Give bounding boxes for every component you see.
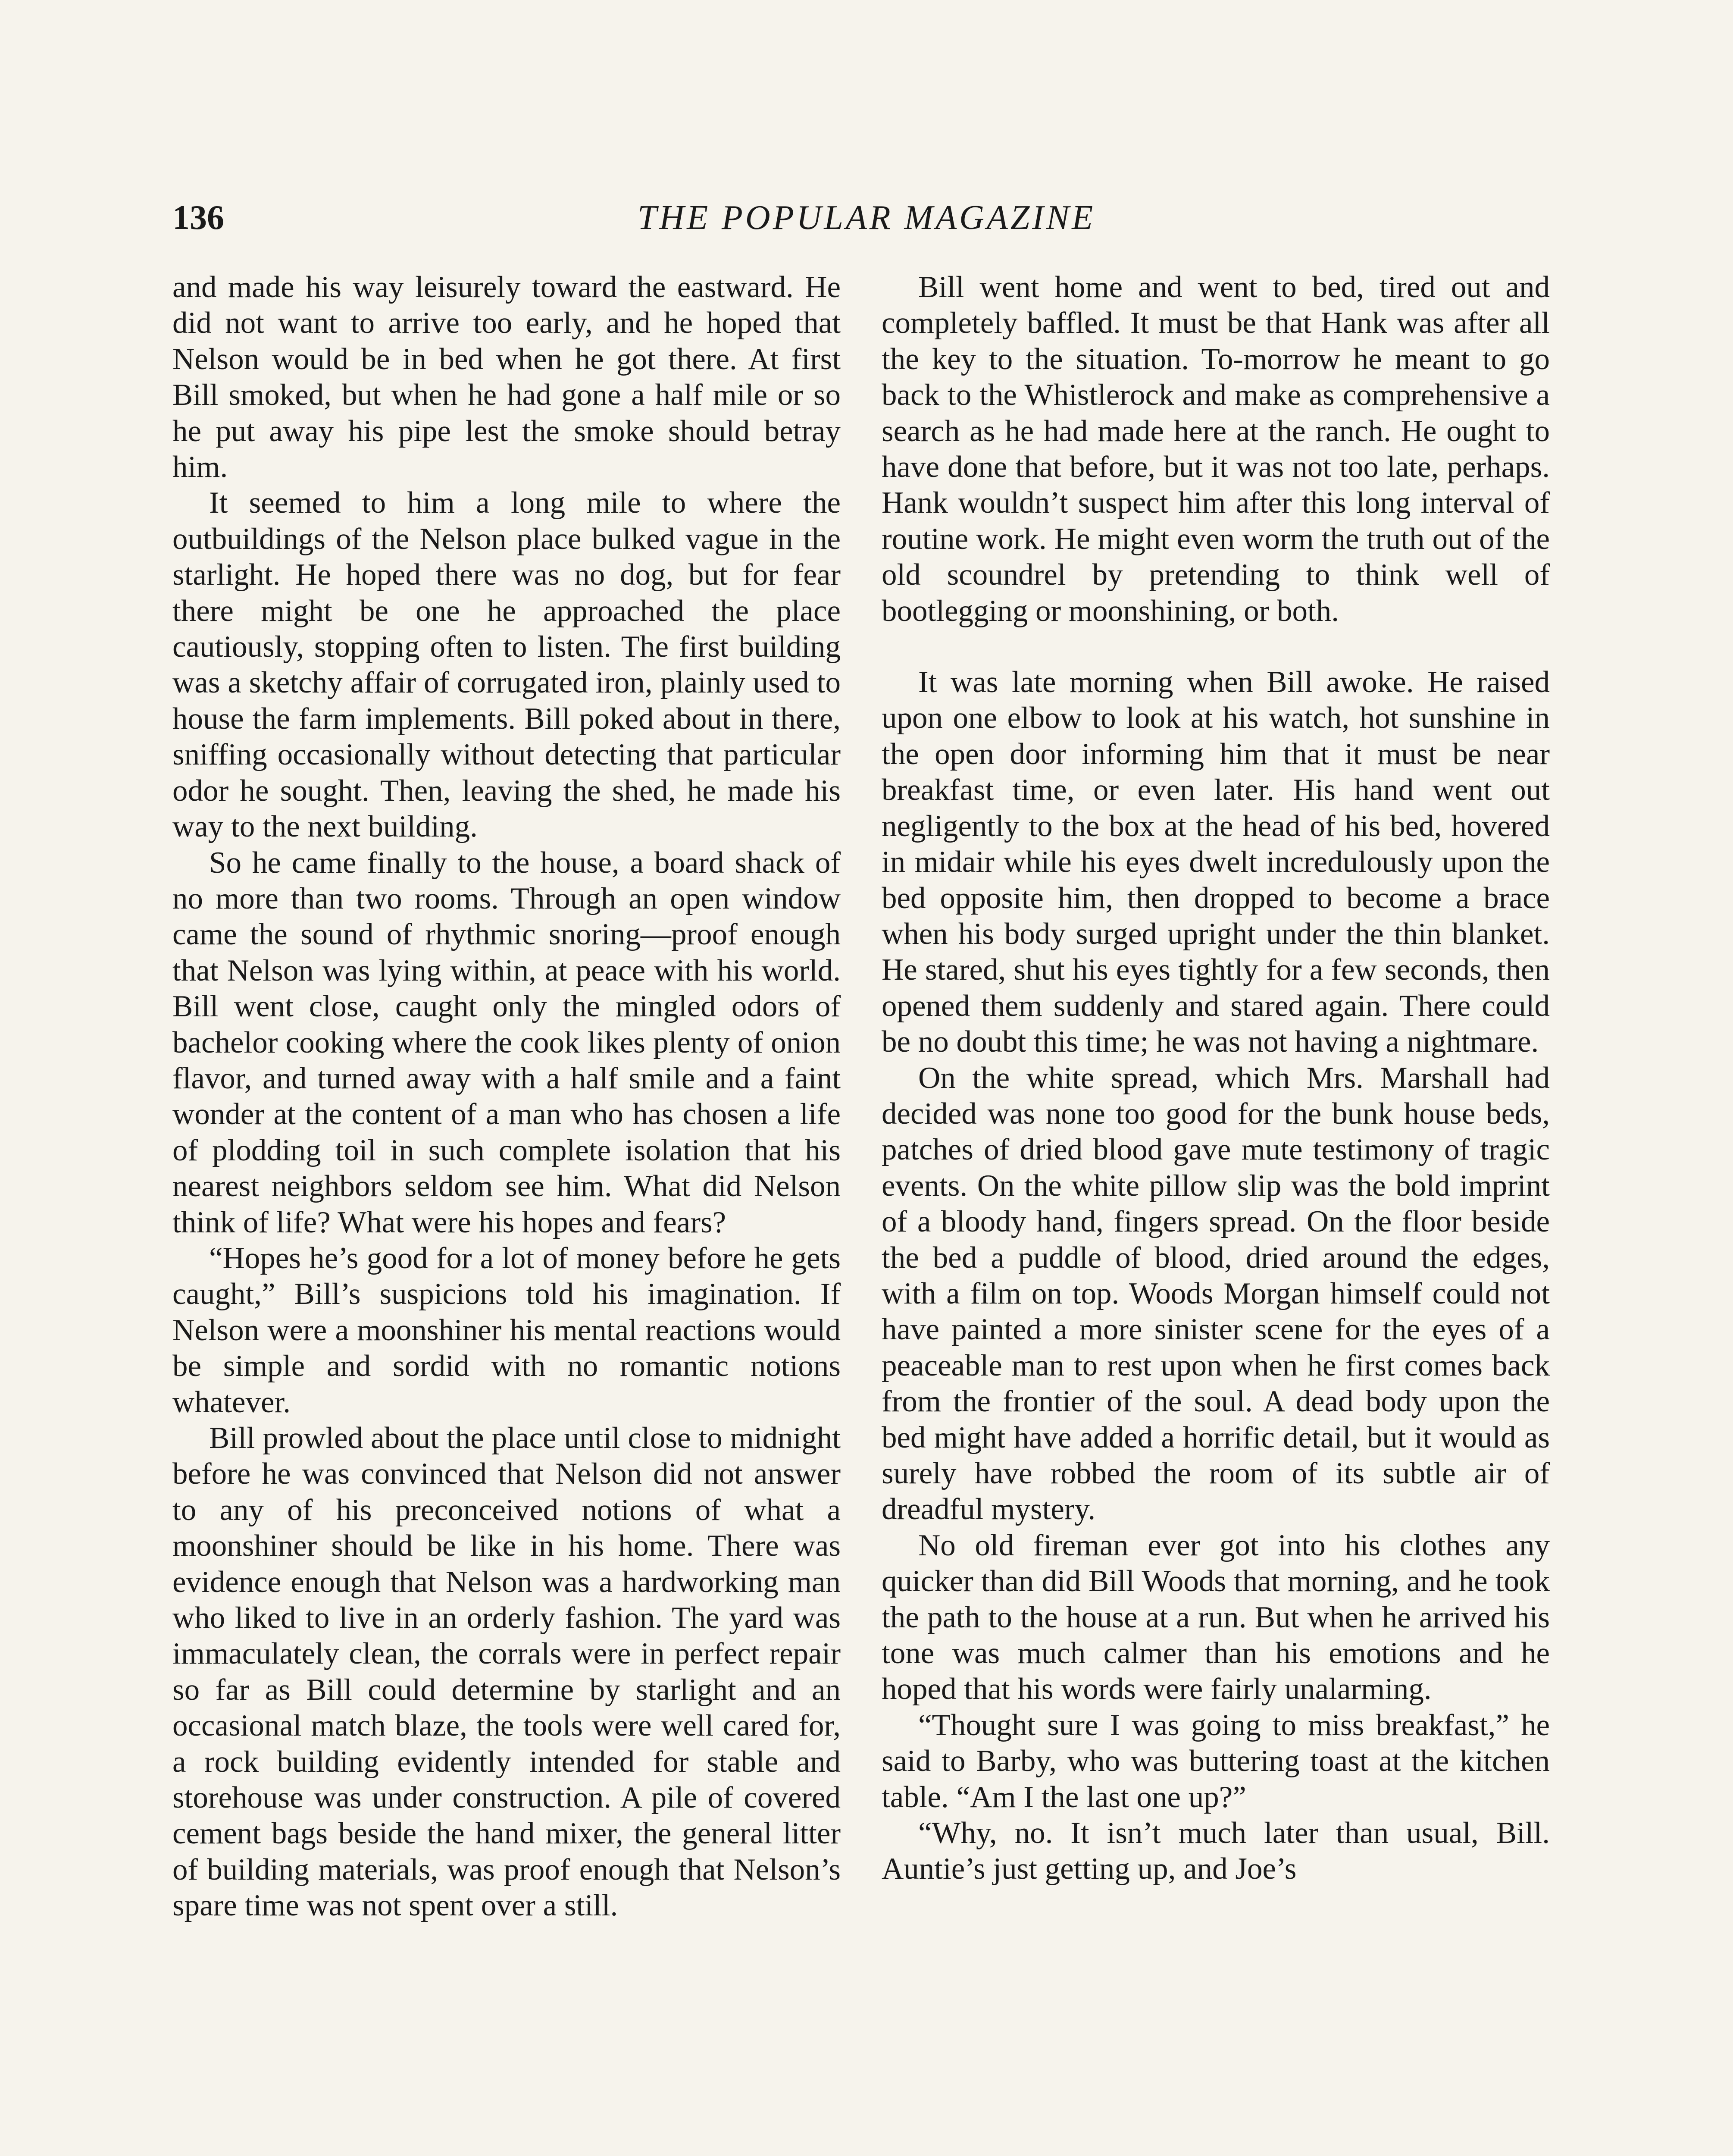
paragraph: Bill prowled about the place until close to midnight before he was convinced that Nelson did not answer to any of his preconceived notions of what a moonshiner should be like in his home. There was evidence enough that Nelson was a hardworking man who liked to live in an orderly fashion. The yard was immaculately clean, the corrals were in perfect repair so far as Bill could determine by starlight and an occasional match blaze, the tools were well cared for, a rock building evidently intended for stable and storehouse was under construction. A pile of covered cement bags beside the hand mixer, the general litter of building materials, was proof enough that Nelson’s spare time was not spent over a still. — [172, 1421, 841, 1923]
paragraph: So he came finally to the house, a board shack of no more than two rooms. Through an open window came the sound of rhythmic snoring—proof enough that Nelson was lying within, at peace with his world. Bill went close, caught only the mingled odors of bachelor cooking where the cook likes plenty of onion flavor, and turned away with a half smile and a faint wonder at the content of a man who has chosen a life of plodding toil in such complete isolation that his nearest neighbors seldom see him. What did Nelson think of life? What were his hopes and fears? — [172, 846, 841, 1239]
paragraph: It seemed to him a long mile to where the outbuildings of the Nelson place bulked vague in the starlight. He hoped there was no dog, but for fear there might be one he approached the place cautiously, stopping often to listen. The first building was a sketchy affair of corrugated iron, plainly used to house the farm implements. Bill poked about in there, sniffing occasionally without detecting that particular odor he sought. Then, leaving the shed, he made his way to the next building. — [172, 486, 841, 844]
paragraph: On the white spread, which Mrs. Marshall had decided was none too good for the bunk house beds, patches of dried blood gave mute testimony of tragic events. On the white pillow slip was the bold imprint of a bloody hand, fingers spread. On the floor beside the bed a puddle of blood, dried around the edges, with a film on top. Woods Morgan himself could not have painted a more sinister scene for the eyes of a peaceable man to rest upon when he first comes back from the frontier of the soul. A dead body upon the bed might have added a horrific detail, but it would as surely have robbed the room of its subtle air of dreadful mystery. — [882, 1061, 1550, 1526]
running-head-title: THE POPULAR MAGAZINE — [637, 199, 1096, 237]
paragraph: “Hopes he’s good for a lot of money before he gets caught,” Bill’s suspicions told his imagination. If Nelson were a moonshiner his mental reactions would be simple and sordid with no romantic notions whatever. — [172, 1241, 841, 1419]
paragraph: “Why, no. It isn’t much later than usual, Bill. Auntie’s just getting up, and Joe’s — [882, 1816, 1550, 1886]
paragraph: and made his way leisurely toward the eastward. He did not want to arrive too early, and he hoped that Nelson would be in bed when he got there. At first Bill smoked, but when he had gone a half mile or so he put away his pipe lest the smoke should betray him. — [172, 270, 841, 484]
page-header — [172, 190, 1561, 246]
left-column — [172, 270, 841, 1924]
paragraph: “Thought sure I was going to miss breakfast,” he said to Barby, who was buttering toast at the kitchen table. “Am I the last one up?” — [882, 1708, 1550, 1814]
page-number: 136 — [172, 199, 224, 237]
paragraph: It was late morning when Bill awoke. He raised upon one elbow to look at his watch, hot sunshine in the open door informing him that it must be near breakfast time, or even later. His hand went out negligently to the box at the head of his bed, hovered in midair while his eyes dwelt incredulously upon the bed opposite him, then dropped to become a brace when his body surged upright under the thin blanket. He stared, shut his eyes tightly for a few seconds, then opened them suddenly and stared again. There could be no doubt this time; he was not having a nightmare. — [882, 665, 1550, 1059]
right-column — [882, 270, 1550, 1887]
paragraph: No old fireman ever got into his clothes any quicker than did Bill Woods that morning, and he took the path to the house at a run. But when he arrived his tone was much calmer than his emotions and he hoped that his words were fairly unalarming. — [882, 1528, 1550, 1706]
paragraph: Bill went home and went to bed, tired out and completely baffled. It must be that Hank was after all the key to the situation. To-morrow he meant to go back to the Whistlerock and make as comprehensive a search as he had made here at the ranch. He ought to have done that before, but it was not too late, perhaps. Hank wouldn’t suspect him after this long interval of routine work. He might even worm the truth out of the old scoundrel by pretending to think well of bootlegging or moonshining, or both. — [882, 270, 1550, 628]
